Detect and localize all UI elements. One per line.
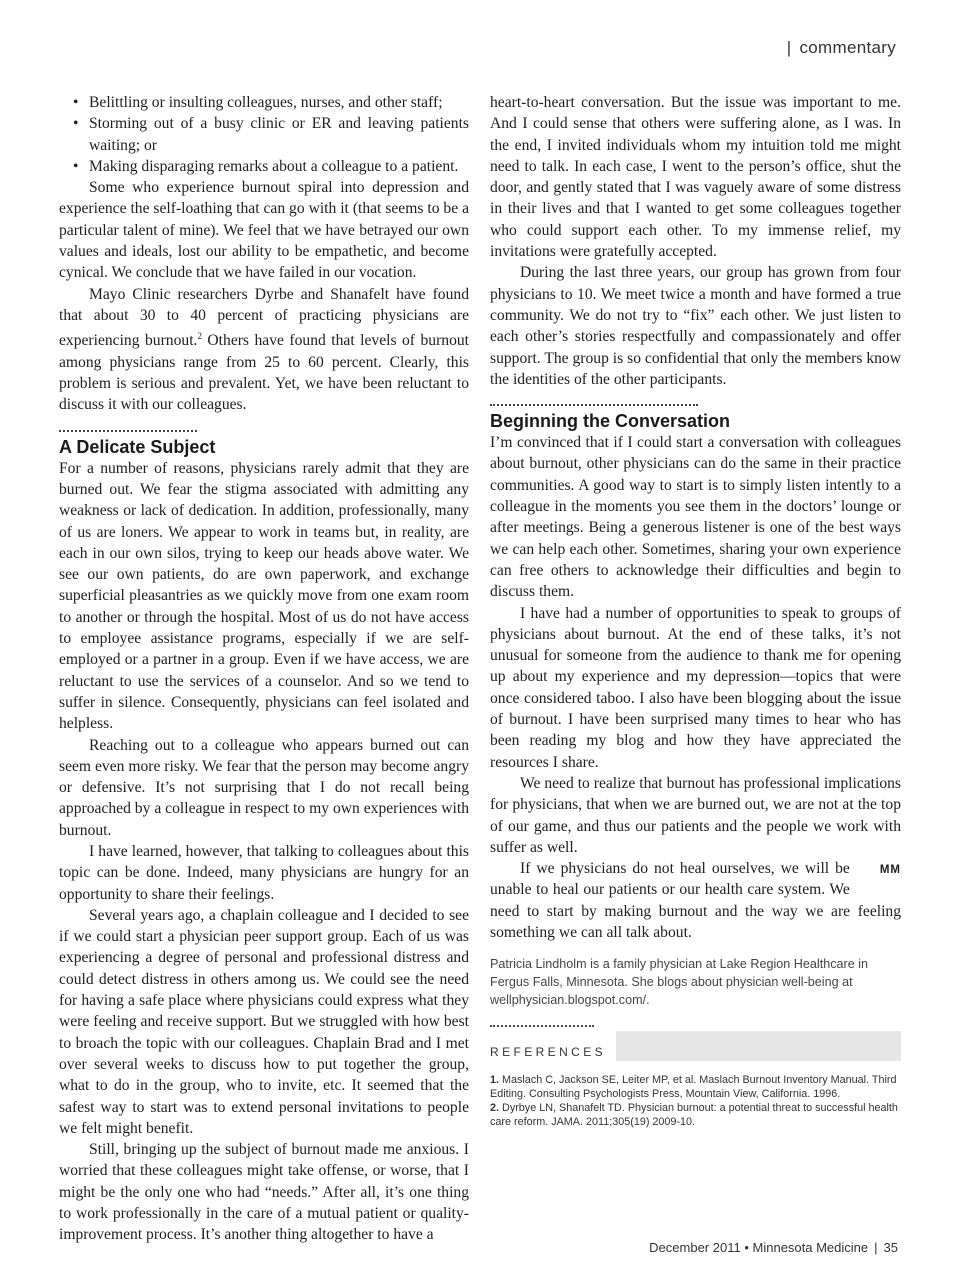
body-paragraph: During the last three years, our group has grown from four physicians to 10. We meet twice a month and have formed a true community. We do not try to “fix” each other. We just listen to each other’s stories respectfully and compassionately and offer support. The group is so confidential that only the members know the identities of the other participants. — [490, 264, 901, 388]
references-section — [490, 1025, 901, 1129]
mayo-text-cont: Others have found that levels of burnout among physicians range from 25 to 60 percent. Clearly, this problem is serious and prevalent. Yet, we have been reluctant to discuss it with our colleagues. — [59, 332, 470, 414]
closing-text: If we physicians do not heal ourselves, we will be unable to heal our patients or our health care system. We need to start by making burnout and the way we are feeling something we can all talk about. — [490, 860, 901, 941]
mayo-text: Mayo Clinic researchers Dyrbe and Shanafelt have found that about 30 to 40 percent of practicing physicians are experiencing burnout. — [59, 285, 469, 350]
section-label: commentary — [799, 38, 896, 57]
footer-separator: | — [874, 1240, 878, 1255]
bullet-item: • Belittling or insulting colleagues, nurses, and other staff; — [59, 92, 469, 113]
references-divider — [490, 1025, 594, 1027]
subhead-beginning-conversation: Beginning the Conversation — [490, 411, 731, 432]
issue-date: December 2011 — [649, 1240, 741, 1255]
body-paragraph: I have had a number of opportunities to speak to groups of physicians about burnout. At the end of these talks, it’s not unusual for someone from the audience to thank me for opening up about my experience and my depression—topics that were once considered taboo. I also have been blogging about the issue of burnout. I have been surprised many times to hear who has been reading my blog and how they have appreciated the resources I share. — [490, 604, 901, 771]
body-paragraph: We need to realize that burnout has professional implications for physicians, that when we are burned out, we are not at the top of our game, and thus our patients and the people we work with suffer as well. — [490, 774, 901, 856]
references-heading: REFERENCES — [490, 1045, 607, 1060]
reference-item: 2. Dyrbye LN, Shanafelt TD. Physician burnout: a potential threat to successful health care reform. JAMA. 2011;305(19) 2009-10. — [490, 1102, 898, 1129]
bullet-item: • Storming out of a busy clinic or ER and leaving patients waiting; or — [59, 113, 469, 156]
subhead-delicate-subject: A Delicate Subject — [59, 436, 216, 457]
body-paragraph: Still, bringing up the subject of burnout made me anxious. I worried that these colleagues might take offense, or worse, that I might be the only one who had “needs.” After all, it’s one thing to work professionally in the care of a mutual patient or quality-improvement process. It’s another thing altogether to have a — [59, 1141, 469, 1244]
body-paragraph: For a number of reasons, physicians rarely admit that they are burned out. We fear the stigma associated with admitting any weakness or lack of dedication. In addition, professionally, many of us are loners. We appear to work in teams but, in reality, are each in our own silos, trying to keep our heads above water. We see our own patients, do are own paperwork, and exchange superficial pleasantries as we quickly move from one exam room to another or through the hospital. Most of us do not have access to employee assistance programs, especially if we are self-employed or a partner in a group. Even if we have access, we are reluctant to use the services of a counselor. And so we tend to suffer in silence. Consequently, physicians can feel isolated and helpless. — [59, 459, 469, 733]
left-column — [59, 92, 469, 1246]
right-column — [490, 92, 901, 1129]
body-paragraph: I’m convinced that if I could start a conversation with colleagues about burnout, other physicians can do the same in their practice communities. A good way to start is to simply listen intently to a colleague in the moments you see them in the doctors’ lounge or after meetings. Being a generous listener is one of the best ways we can help each other. Sometimes, sharing your own experience can free others to acknowledge their difficulties and begin to discuss them. — [490, 434, 901, 601]
footer-bullet: • — [744, 1240, 749, 1255]
page-footer — [649, 1240, 898, 1255]
section-divider — [59, 430, 197, 432]
page-number: 35 — [883, 1240, 898, 1255]
bullet-list — [59, 92, 469, 177]
body-paragraph: Reaching out to a colleague who appears burned out can seem even more risky. We fear that the person may become angry or defensive. It’s not surprising that I do not recall being approached by a colleague in respect to my own experiences with burnout. — [59, 736, 469, 839]
body-paragraph: I have learned, however, that talking to colleagues about this topic can be done. Indeed, many physicians are hungry for an opportunity to share their feelings. — [59, 842, 469, 903]
end-mark: MM — [879, 864, 901, 877]
citation-superscript: 2 — [197, 331, 202, 342]
header-separator: | — [786, 38, 792, 57]
references-list — [490, 1073, 901, 1129]
publication-name: Minnesota Medicine — [752, 1240, 869, 1255]
reference-item: 1. Maslach C, Jackson SE, Leiter MP, et al. Maslach Burnout Inventory Manual. Third Editing. Consulting Psychologists Press, Mountain View, California. 1996. — [490, 1074, 897, 1101]
body-paragraph: Several years ago, a chaplain colleague and I decided to see if we could start a physician peer support group. Each of us was experiencing a degree of personal and professional distress and could detect distress in others among us. We could see the need for having a safe place where physicians could express what they were feeling and receive support. But we struggled with how best to broach the topic with our colleagues. Chaplain Brad and I met over several weeks to discuss how to put together the group, what to do in the group, who to invite, etc. It seemed that the safest way to start was to extend personal invitations to people we felt might benefit. — [59, 906, 469, 1137]
author-bio: Patricia Lindholm is a family physician at Lake Region Healthcare in Fergus Falls, Minnesota. She blogs about physician well-being at wellphysician.blogspot.com/. — [490, 957, 869, 1008]
body-paragraph — [59, 284, 469, 416]
body-paragraph — [490, 858, 901, 943]
body-paragraph: heart-to-heart conversation. But the issue was important to me. And I could sense that others were suffering alone, as I was. In the end, I invited individuals whom my intuition told me might need to talk. In each case, I went to the person’s office, shut the door, and gently stated that I was vaguely aware of some distress in their lives and that I wanted to get some colleagues together who could support each other. To my immense relief, my invitations were gratefully accepted. — [490, 94, 901, 261]
bullet-item: • Making disparaging remarks about a colleague to a patient. — [59, 156, 469, 177]
body-paragraph: Some who experience burnout spiral into depression and experience the self-loathing that can go with it (that seems to be a particular talent of mine). We feel that we have betrayed our own values and ideals, lost our ability to be empathetic, and become cynical. We conclude that we have failed in our vocation. — [59, 179, 469, 282]
references-header-bar — [616, 1031, 901, 1061]
page-header — [787, 38, 896, 58]
section-divider — [490, 404, 698, 406]
